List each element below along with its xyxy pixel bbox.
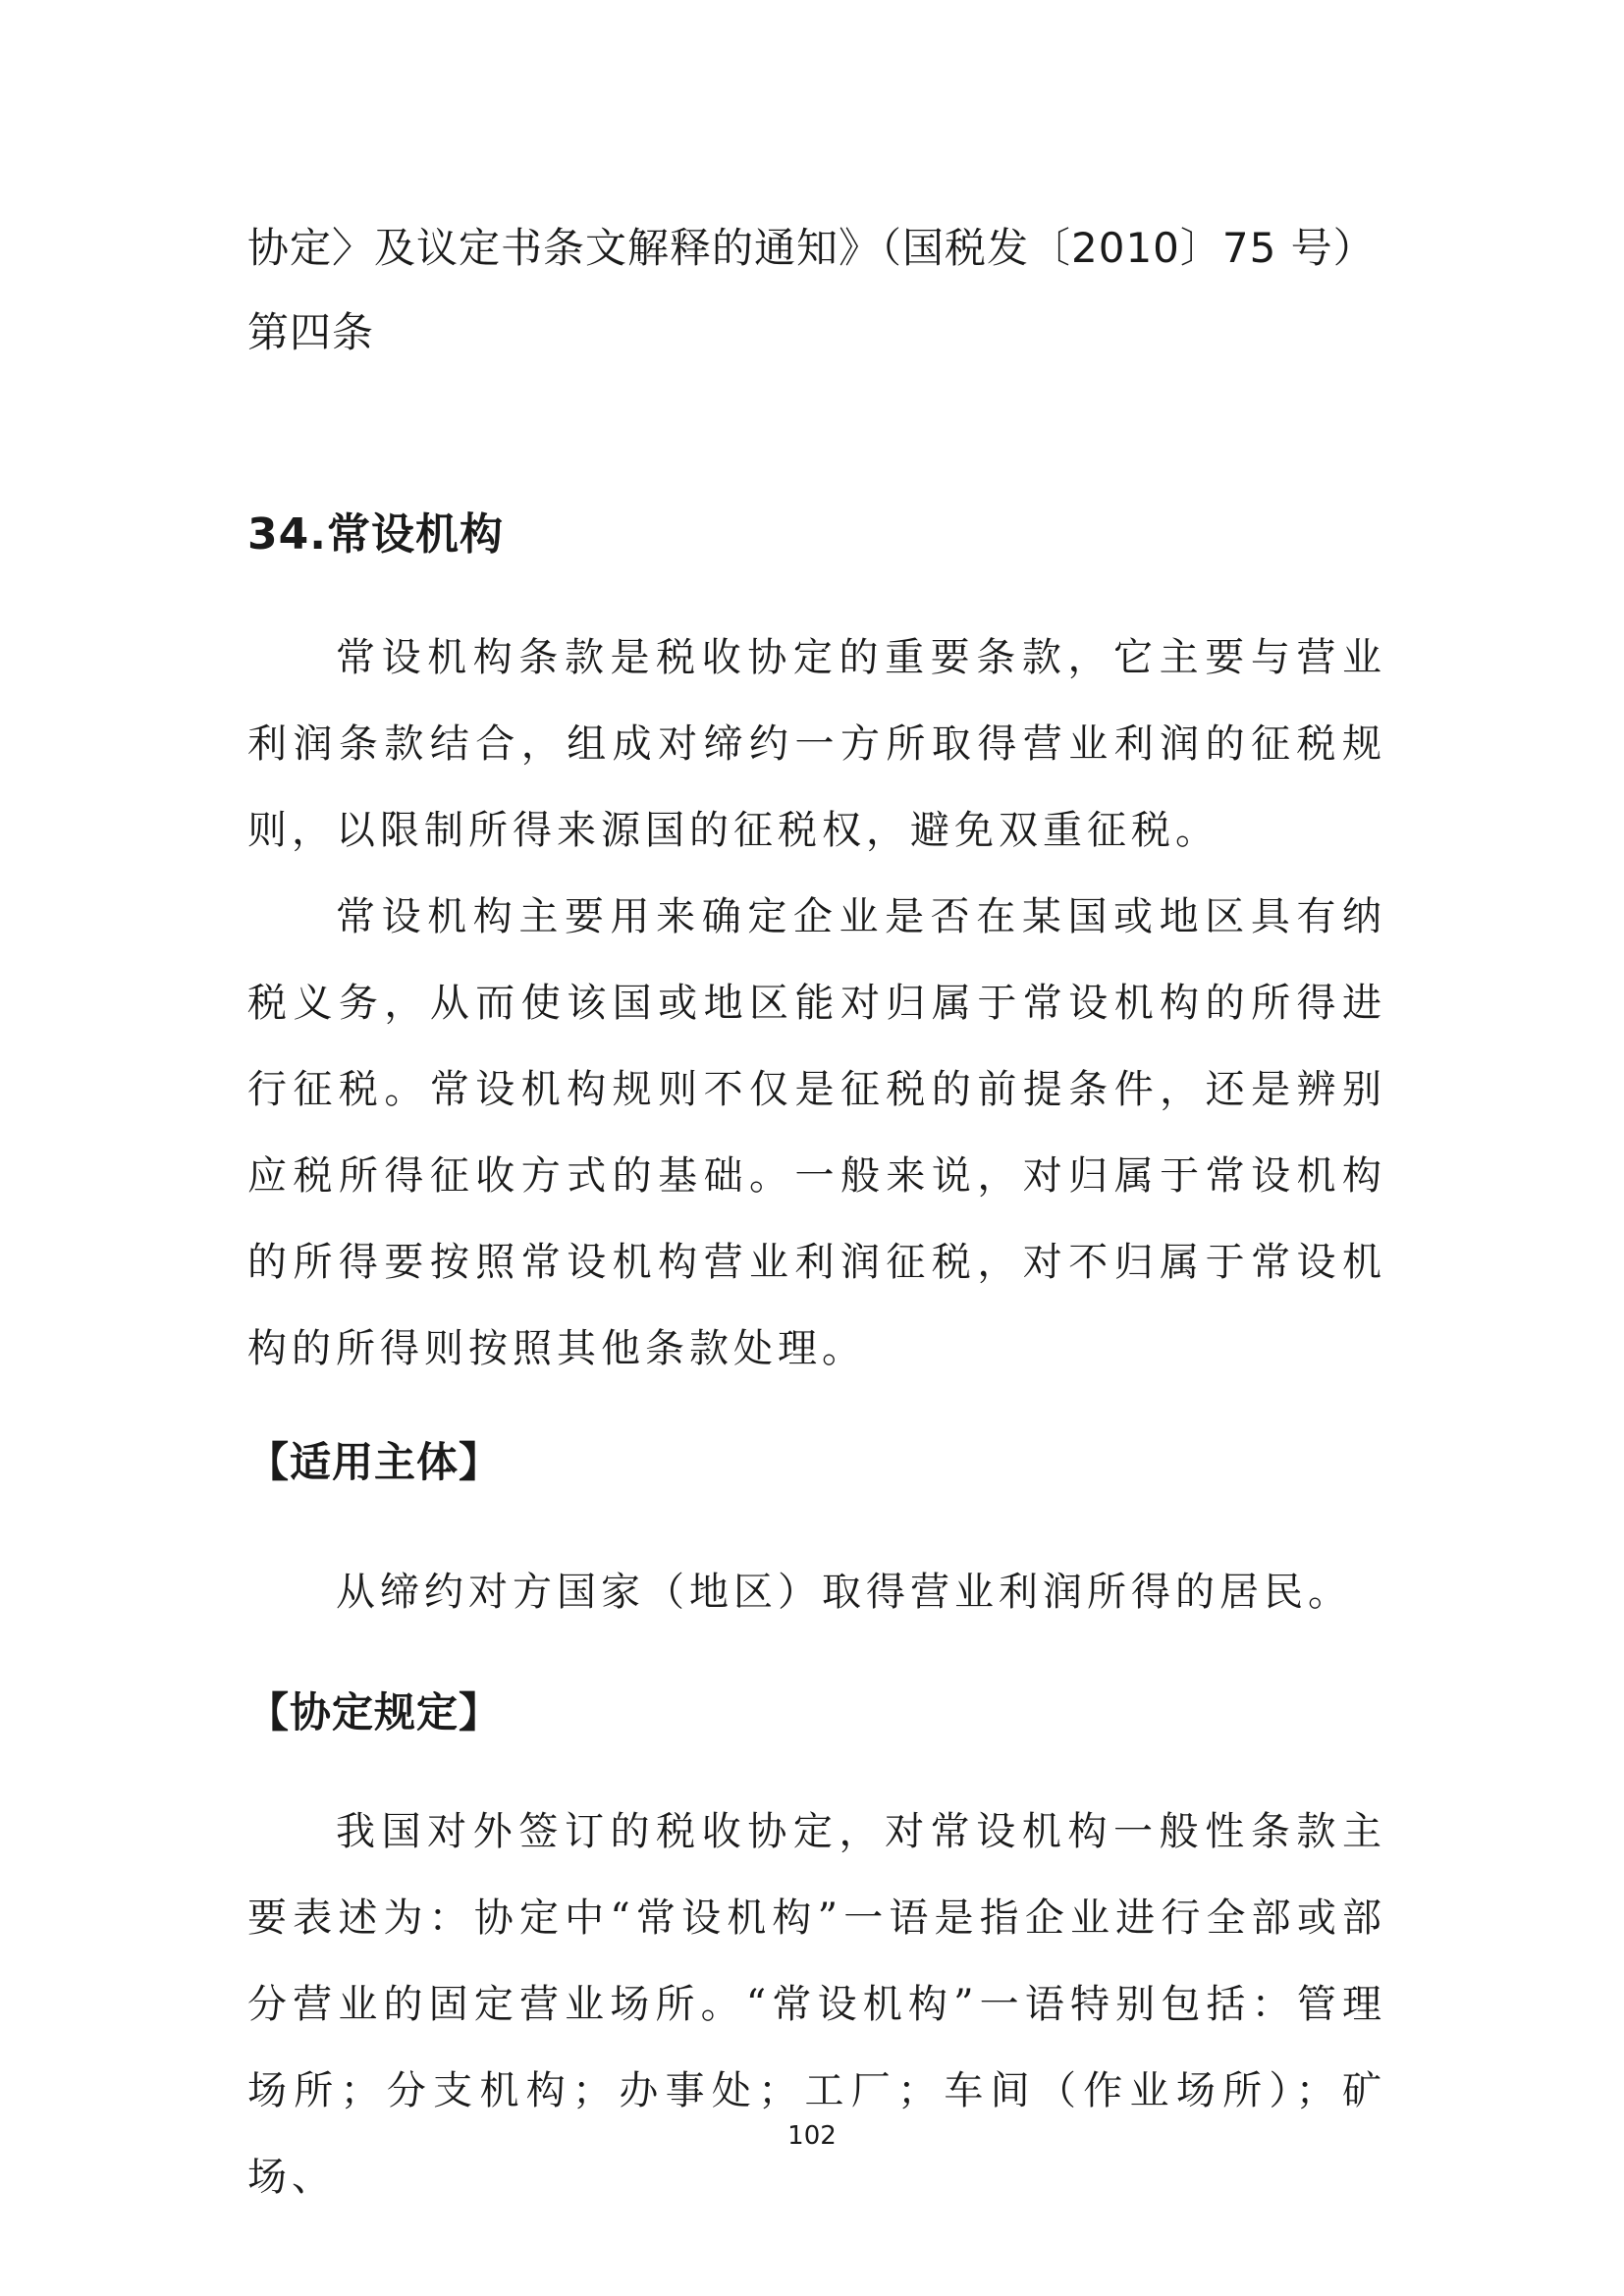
- section-title-treaty-provisions: 【协定规定】: [247, 1688, 502, 1736]
- section-title-applicable-subject: 【适用主体】: [247, 1438, 502, 1486]
- paragraph-treaty-provisions: 我国对外签订的税收协定，对常设机构一般性条款主要表述为：协定中“常设机构”一语是指企业进行全部或部分营业的固定营业场所。“常设机构”一语特别包括：管理场所；分支机构；办事处；工厂；车间（作业场所）；矿场、: [247, 1809, 1386, 2200]
- paragraph-intro-2: 常设机构主要用来确定企业是否在某国或地区具有纳税义务，从而使该国或地区能对归属于常设机构的所得进行征税。常设机构规则不仅是征税的前提条件，还是辨别应税所得征收方式的基础。一般来说，对归属于常设机构的所得要按照常设机构营业利润征税，对不归属于常设机构的所得则按照其他条款处理。: [247, 894, 1386, 1371]
- page-number: 102: [787, 2121, 837, 2151]
- article-heading: 34.常设机构: [247, 509, 504, 560]
- paragraph-intro-1: 常设机构条款是税收协定的重要条款，它主要与营业利润条款结合，组成对缔约一方所取得营业利润的征税规则，以限制所得来源国的征税权，避免双重征税。: [247, 635, 1386, 853]
- continuation-text: 协定〉及议定书条文解释的通知》（国税发〔2010〕75 号）第四条: [247, 224, 1376, 356]
- paragraph-applicable-subject: 从缔约对方国家（地区）取得营业利润所得的居民。: [336, 1570, 1352, 1615]
